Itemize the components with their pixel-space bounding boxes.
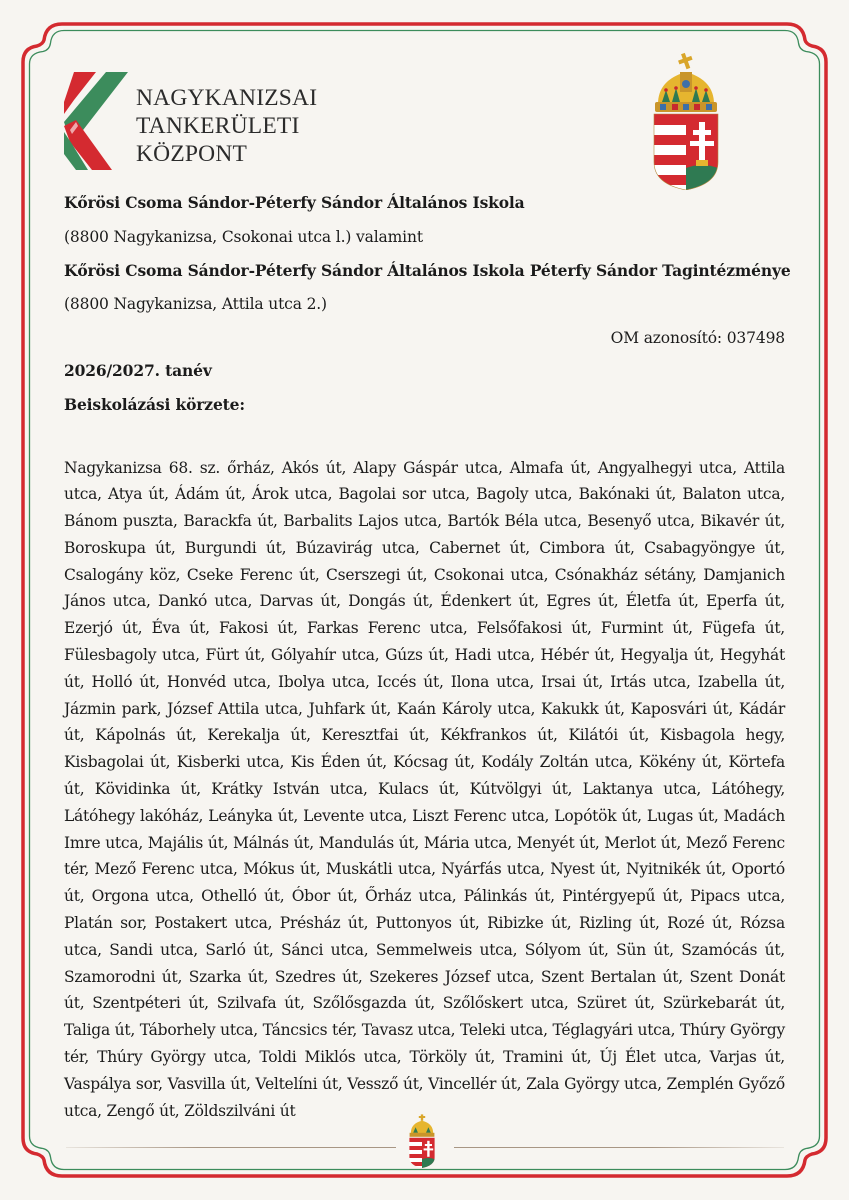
- school-address: (8800 Nagykanizsa, Csokonai utca l.) valamint: [64, 228, 423, 246]
- logo-line-3: KÖZPONT: [136, 141, 248, 167]
- district-heading: Beiskolázási körzete:: [64, 395, 245, 414]
- district-street-list: Nagykanizsa 68. sz. őrház, Akós út, Alapy Gáspár utca, Almafa út, Angyalhegyi utca, Attila utca, Atya út, Ádám út, Árok utca, Bagolai sor utca, Bagoly utca, Bakónaki út, Balaton utca, Bánom puszta, Barackfa út, Barbalits Lajos utca, Bartók Béla utca, Besenyő utca, Bikavér út, Boroskupa út, Burgundi út, Búzavirág utca, Cabernet út, Cimbora út, Csabagyöngye út, Csalogány köz, Cseke Ferenc út, Cserszegi út, Csokonai utca, Csónakház sétány, Damjanich János utca, Dankó utca, Darvas út, Dongás út, Édenkert út, Egres út, Életfa út, Eperfa út, Ezerjó út, Éva út, Fakosi út, Farkas Ferenc utca, Felsőfakosi út, Furmint út, Fügefa út, Fülesbagoly utca, Fürt út, Gólyahír utca, Gúzs út, Hadi utca, Hébér út, Hegyalja út, Hegyhát út, Holló út, Honvéd utca, Ibolya utca, Iccés út, Ilona utca, Irsai út, Irtás utca, Izabella út, Jázmin park, József Attila utca, Juhfark út, Kaán Károly utca, Kakukk út, Kaposvári út, Kádár út, Kápolnás út, Kerekalja út, Keresztfai út, Kékfrankos út, Kilátói út, Kisbagola hegy, Kisbagolai út, Kisberki utca, Kis Éden út, Kócsag út, Kodály Zoltán utca, Kökény út, Körtefa út, Kövidinka út, Krátky István utca, Kulacs út, Kútvölgyi út, Laktanya utca, Látóhegy, Látóhegy lakóház, Leányka út, Levente utca, Liszt Ferenc utca, Lopótök út, Lugas út, Madách Imre utca, Majális út, Málnás út, Mandulás út, Mária utca, Menyét út, Merlot út, Mező Ferenc tér, Mező Ferenc utca, Mókus út, Muskátli utca, Nyárfás utca, Nyest út, Nyitnikék út, Oportó út, Orgona utca, Othelló út, Óbor út, Őrház utca, Pálinkás út, Pintérgyepű út, Pipacs utca, Platán sor, Postakert utca, Présház út, Puttonyos út, Ribizke út, Rizling út, Rozé út, Rózsa utca, Sandi utca, Sarló út, Sánci utca, Semmelweis utca, Sólyom út, Sün út, Szamócás út, Szamorodni út, Szarka út, Szedres út, Szekeres József utca, Szent Bertalan út, Szent Donát út, Szentpéteri út, Szilvafa út, Szőlősgazda út, Szőlőskert utca, Szüret út, Szürkebarát út, Taliga út, Táborhely utca, Táncsics tér, Tavasz utca, Teleki utca, Téglagyári utca, Thúry György tér, Thúry György utca, Toldi Miklós utca, Törköly út, Tramini út, Új Élet utca, Varjas út, Vaspálya sor, Vasvilla út, Veltelíni út, Vessző út, Vincellér út, Zala György utca, Zemplén Győző utca, Zengő út, Zöldszilváni út: [64, 458, 785, 1120]
- footer-divider-left: [66, 1147, 396, 1148]
- hungarian-coat-of-arms-icon: [652, 50, 720, 190]
- school-year: 2026/2027. tanév: [64, 361, 212, 380]
- school-name: Kőrösi Csoma Sándor-Péterfy Sándor Általános Iskola: [64, 193, 525, 212]
- om-identifier: OM azonosító: 037498: [610, 329, 785, 347]
- hungarian-coat-of-arms-small-icon: [408, 1112, 436, 1168]
- logo-wordmark: [136, 84, 317, 168]
- branch-address: (8800 Nagykanizsa, Attila utca 2.): [64, 295, 327, 313]
- tankeruleti-logo: [62, 70, 362, 175]
- logo-line-1: NAGYKANIZSAI: [136, 85, 318, 111]
- branch-name: Kőrösi Csoma Sándor-Péterfy Sándor Általános Iskola Péterfy Sándor Tagintézménye: [64, 261, 791, 280]
- footer-divider-right: [454, 1147, 784, 1148]
- k-ribbon-logo-icon: [62, 70, 128, 172]
- logo-line-2: TANKERÜLETI: [136, 113, 300, 139]
